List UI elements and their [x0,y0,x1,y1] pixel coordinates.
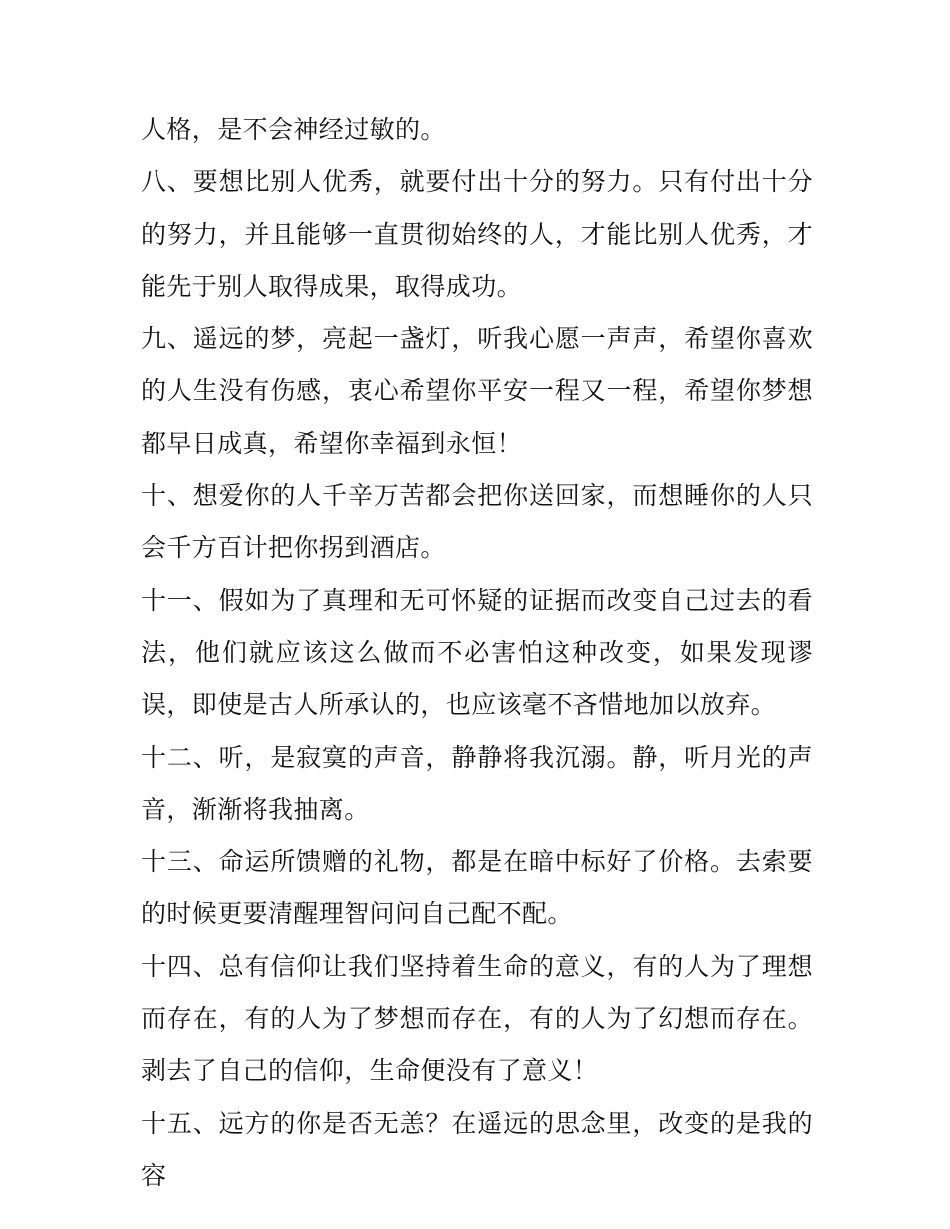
paragraph-item-9: 九、遥远的梦，亮起一盏灯，听我心愿一声声，希望你喜欢的人生没有伤感，衷心希望你平安一程又一程，希望你梦想都早日成真，希望你幸福到永恒！ [141,324,813,458]
paragraph-item-10: 十、想爱你的人千辛万苦都会把你送回家，而想睡你的人只会千方百计把你拐到酒店。 [141,481,813,563]
document-body [141,104,813,1202]
paragraph-item-11: 十一、假如为了真理和无可怀疑的证据而改变自己过去的看法，他们就应该这么做而不必害怕这种改变，如果发现谬误，即使是古人所承认的，也应该毫不吝惜地加以放弃。 [141,585,813,720]
paragraph-item-12: 十二、听，是寂寞的声音，静静将我沉溺。静，听月光的声音，渐渐将我抽离。 [141,742,813,824]
paragraph-item-14: 十四、总有信仰让我们坚持着生命的意义，有的人为了理想而存在，有的人为了梦想而存在，有的人为了幻想而存在。剥去了自己的信仰，生命便没有了意义！ [141,951,813,1086]
paragraph-continuation: 人格，是不会神经过敏的。 [141,115,446,144]
paragraph-item-15: 十五、远方的你是否无恙？在遥远的思念里，改变的是我的容 [141,1108,813,1190]
paragraph-item-8: 八、要想比别人优秀，就要付出十分的努力。只有付出十分的努力，并且能够一直贯彻始终的人，才能比别人优秀，才能先于别人取得成果，取得成功。 [141,167,813,301]
paragraph-item-13: 十三、命运所馈赠的礼物，都是在暗中标好了价格。去索要的时候更要清醒理智问问自己配不配。 [141,847,813,929]
